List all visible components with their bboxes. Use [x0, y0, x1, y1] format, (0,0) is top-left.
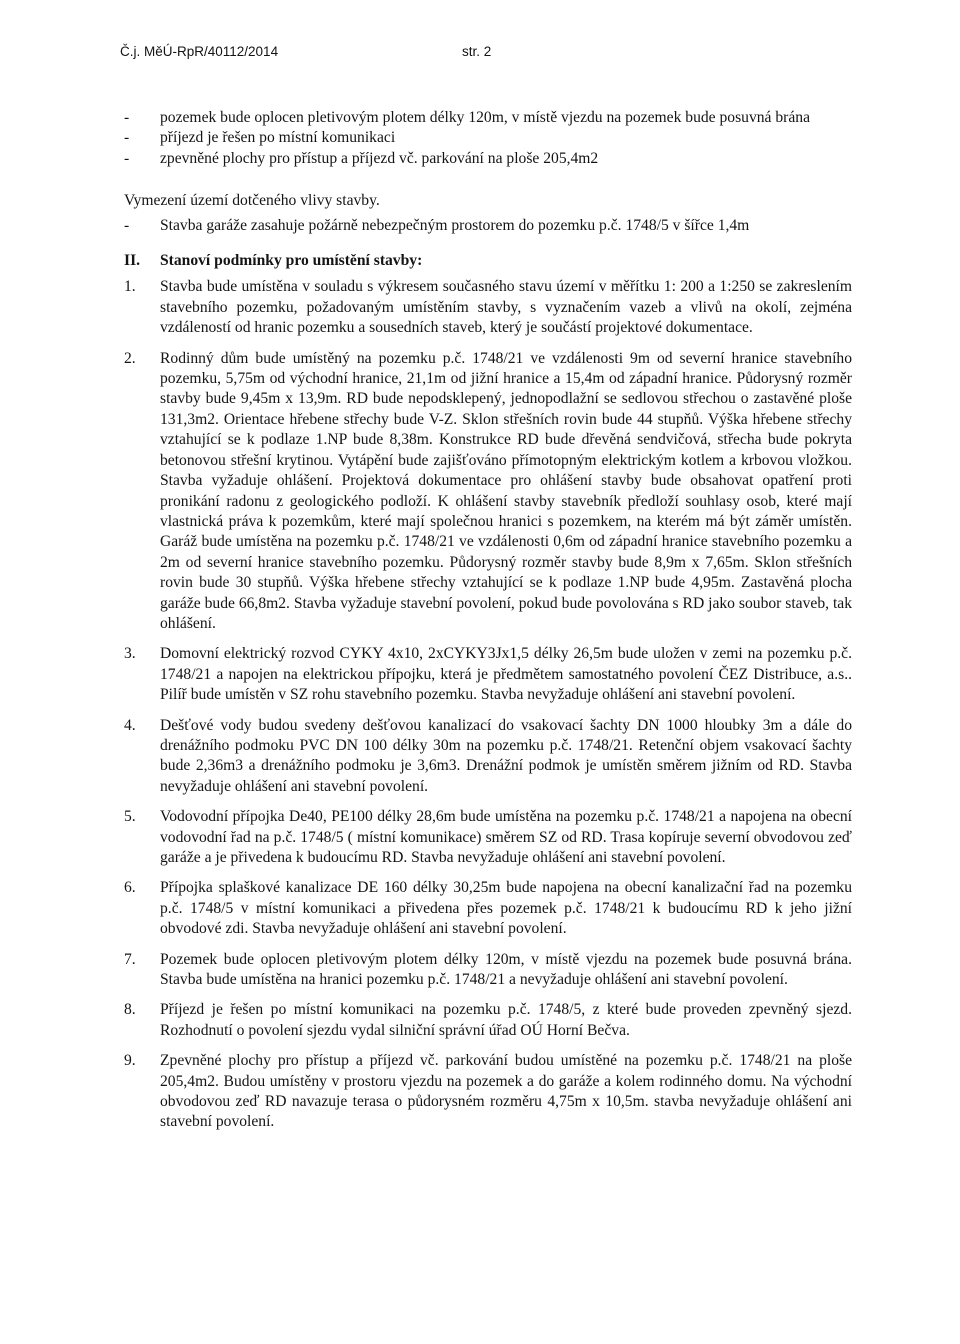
influence-section	[124, 191, 852, 236]
condition-text: Zpevněné plochy pro přístup a příjezd vč. parkování budou umístěné na pozemku p.č. 1748/21 na ploše 205,4m2. Budou umístěny v prostoru vjezdu na pozemek a do garáže a kolem rodinného domu. Na východní obvodovou zeď RD navazuje terasa o půdorysném rozměru 4,75m x 10,5m. stavba nevyžaduje ohlášení ani stavební povolení.	[160, 1052, 852, 1131]
condition-item	[124, 878, 852, 939]
condition-text: Přípojka splaškové kanalizace DE 160 délky 30,25m bude napojena na obecní kanalizační řad na pozemku p.č. 1748/5 v místní komunikaci a přivedena přes pozemek p.č. 1748/21 k budoucímu RD k jeho jižní obvodové zdi. Stavba nevyžaduje ohlášení ani stavební povolení.	[160, 879, 852, 938]
condition-text: Vodovodní přípojka De40, PE100 délky 28,6m bude umístěna na pozemku p.č. 1748/21 a napojena na obecní vodovodní řad na p.č. 1748/5 ( místní komunikace) směrem SZ od RD. Trasa kopíruje severní obvodovou zeď garáže a je přivedena k budoucímu RD. Stavba nevyžaduje ohlášení ani stavební povolení.	[160, 808, 852, 866]
dash-bullet: -	[124, 109, 130, 126]
condition-item	[124, 1051, 852, 1133]
section-title: Stanoví podmínky pro umístění stavby:	[160, 252, 423, 270]
intro-list	[124, 108, 852, 169]
dash-bullet: -	[124, 216, 130, 234]
section-heading	[124, 251, 852, 271]
list-item	[124, 108, 852, 128]
list-item	[124, 149, 852, 169]
influence-heading: Vymezení území dotčeného vlivy stavby.	[124, 192, 380, 210]
condition-item	[124, 644, 852, 705]
condition-text: Příjezd je řešen po místní komunikaci na pozemku p.č. 1748/5, z které bude proveden zpevněný sjezd. Rozhodnutí o povolení sjezdu vydal silniční správní úřad OÚ Horní Bečva.	[160, 1001, 852, 1039]
reference-number: Č.j. MěÚ-RpR/40112/2014	[120, 44, 279, 59]
condition-text: Dešťové vody budou svedeny dešťovou kanalizací do vsakovací šachty DN 1000 hloubky 3m a dále do drenážního podmoku PVC DN 100 délky 30m na pozemku p.č. 1748/21. Retenční objem vsakovací šachty bude 2,36m3 a drenážního podmoku je 3,6m3. Drenážní podmok je umístěn směrem jižním od RD. Stavba nevyžaduje ohlášení ani stavební povolení.	[160, 716, 852, 795]
document-body	[124, 108, 852, 1133]
condition-number: 1.	[124, 278, 136, 296]
condition-text: Rodinný dům bude umístěný na pozemku p.č. 1748/21 ve vzdálenosti 9m od severní hranice stavebního pozemku, 5,75m od východní hranice, 21,1m od jižní hranice a 15,4m od západní hranice. Půdorysný rozměr stavby bude 9,45m x 13,9m. RD bude nepodsklepený, jednopodlažní se sedlovou střechou o zastavěné ploše 131,3m2. Orientace hřebene střechy bude V-Z. Sklon střešních rovin bude 44 stupňů. Výška hřebene střechy vztahující se k podlaze 1.NP bude 8,38m. Konstrukce RD bude dřevěná sendvičová, střecha bude pokryta betonovou střešní krytinou. Vytápění bude zajišťováno přímotopným elektrickým kotlem a krbovou vložkou. Stavba vyžaduje ohlášení. Projektová dokumentace pro ohlášení stavby bude obsahovat opatření proti pronikání radonu z geologického podloží. K ohlášení stavby stavebník předloží souhlasy osob, které mají vlastnická práva k pozemkům, které mají společnou hranici s pozemkem, na kterém má být záměr umístěn. Garáž bude umístěna na pozemku p.č. 1748/21 ve vzdálenosti 0,6m od západní hranice stavebního pozemku a 2m od severní hranice stavebního pozemku. Půdorysný rozměr stavby bude 8,9m x 7,65m. Sklon střešních rovin bude 30 stupňů. Výška hřebene střechy vztahující se k podlaze 1.NP bude 4,95m. Zastavěná plocha garáže bude 66,8m2. Stavba vyžaduje stavební povolení, pokud bude povolována s RD jako soubor staveb, tak ohlášení.	[160, 349, 852, 632]
condition-item	[124, 349, 852, 635]
condition-text: Pozemek bude oplocen pletivovým plotem délky 120m, v místě vjezdu na pozemek bude posuvná brána. Stavba bude umístěna na hranici pozemku p.č. 1748/21 a nevyžaduje ohlášení ani stavební povolení.	[160, 950, 852, 989]
page-header	[120, 44, 840, 66]
list-item-text: zpevněné plochy pro přístup a příjezd vč. parkování na ploše 205,4m2	[160, 149, 599, 167]
list-item-text: pozemek bude oplocen pletivovým plotem délky 120m, v místě vjezdu na pozemek bude posuvná brána	[160, 109, 811, 126]
condition-number: 3.	[124, 645, 136, 663]
list-item-text: příjezd je řešen po místní komunikaci	[160, 129, 396, 147]
condition-number: 6.	[124, 879, 136, 897]
dash-bullet: -	[124, 149, 130, 167]
condition-text: Stavba bude umístěna v souladu s výkresem současného stavu území v měřítku 1: 200 a 1:250 se zakreslením stavebního pozemku, požadovaným umístěním stavby, s vyznačením vazeb a vlivů na okolí, zejména vzdáleností od hranic pozemku a sousedních staveb, který je součástí projektové dokumentace.	[160, 278, 852, 337]
condition-item	[124, 716, 852, 798]
condition-number: 2.	[124, 349, 136, 367]
list-item	[124, 216, 852, 236]
list-item	[124, 128, 852, 148]
condition-number: 4.	[124, 716, 136, 734]
page-number: str. 2	[462, 44, 492, 59]
condition-item	[124, 1000, 852, 1041]
condition-item	[124, 807, 852, 868]
section-numeral: II.	[124, 252, 141, 270]
condition-number: 8.	[124, 1001, 136, 1019]
condition-number: 7.	[124, 950, 136, 968]
conditions-list	[124, 277, 852, 1132]
condition-number: 9.	[124, 1052, 136, 1070]
list-item-text: Stavba garáže zasahuje požárně nebezpečným prostorem do pozemku p.č. 1748/5 v šířce 1,4m	[160, 216, 750, 234]
condition-number: 5.	[124, 808, 136, 826]
condition-item	[124, 950, 852, 991]
dash-bullet: -	[124, 129, 130, 147]
condition-text: Domovní elektrický rozvod CYKY 4x10, 2xCYKY3Jx1,5 délky 26,5m bude uložen v zemi na pozemku p.č. 1748/21 a napojen na elektrickou přípojku, která je předmětem samostatného povolení ČEZ Distribuce, a.s.. Pilíř bude umístěn v SZ rohu stavebního pozemku. Stavba nevyžaduje ohlášení ani stavební povolení.	[160, 645, 852, 704]
condition-item	[124, 277, 852, 338]
